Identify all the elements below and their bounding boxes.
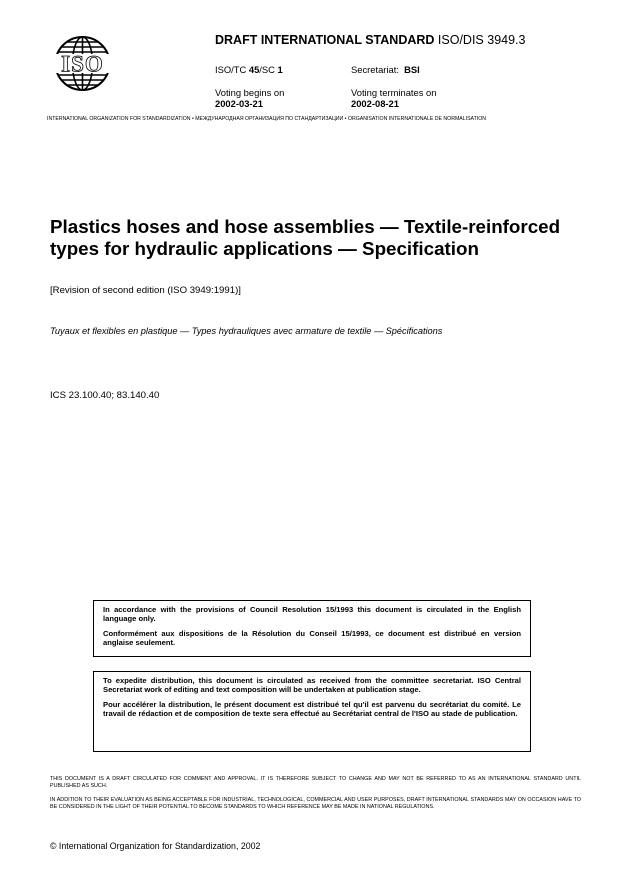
voting-ends-label: Voting terminates on [351,87,437,98]
voting-begins-label: Voting begins on [215,87,285,98]
ics-code: ICS 23.100.40; 83.140.40 [50,390,160,401]
french-title: Tuyaux et flexibles en plastique — Types hydrauliques avec armature de textile — Spécifications [50,326,443,336]
committee-reference: ISO/TC 45/SC 1 [215,64,283,75]
language-notice-box [93,600,531,657]
secretariat-value: BSI [404,64,420,75]
copyright-notice: © International Organization for Standardization, 2002 [50,841,261,851]
language-notice-fr: Conformément aux dispositions de la Résolution du Conseil 15/1993, ce document est distribué en version anglaise seulement. [103,628,521,648]
draft-label: DRAFT INTERNATIONAL STANDARD [215,33,435,47]
language-notice-en: In accordance with the provisions of Council Resolution 15/1993 this document is circulated in the English language only. [103,605,521,624]
title-line-2: types for hydraulic applications — Specification [50,238,479,259]
distribution-notice-fr: Pour accélérer la distribution, le présent document est distribué tel qu'il est parvenu du secrétariat du comité. Le travail de rédaction et de composition de texte sera effectué au Secrétariat central de l'ISO au stade de publication. [103,699,521,719]
secretariat-label: Secretariat: [351,64,399,75]
distribution-notice-box [93,671,531,752]
revision-note: [Revision of second edition (ISO 3949:1991)] [50,285,241,296]
evaluation-disclaimer: IN ADDITION TO THEIR EVALUATION AS BEING ACCEPTABLE FOR INDUSTRIAL, TECHNOLOGICAL, COMMERCIAL AND USER PURPOSES, DRAFT INTERNATIONAL STANDARDS MAY ON OCCASION HAVE TO BE CONSIDERED IN THE LIGHT OF THEIR POTENTIAL TO BECOME STANDARDS TO WHICH REFERENCE MAY BE MADE IN NATIONAL REGULATIONS. [50,797,581,810]
voting-begins-date: 2002-03-21 [215,98,263,109]
voting-ends-date: 2002-08-21 [351,98,399,109]
title-line-1: Plastics hoses and hose assemblies — Textile-reinforced [50,216,561,237]
svg-text:ISO: ISO [61,51,104,77]
document-header-title [215,33,525,47]
document-title [50,216,590,260]
organization-names: INTERNATIONAL ORGANIZATION FOR STANDARDIZATION • МЕЖДУНАРОДНАЯ ОРГАНИЗАЦИЯ ПО СТАНДАРТИЗАЦИИ • ORGANISATION INTERNATIONALE DE NORMALISATION [47,116,486,122]
iso-logo-graphic [47,36,118,91]
distribution-notice-en: To expedite distribution, this document is circulated as received from the committee secretariat. ISO Central Secretariat work of editing and text composition will be undertaken at publication stage. [103,676,521,695]
document-number: ISO/DIS 3949.3 [437,33,526,47]
iso-logo [47,36,118,91]
secretariat [351,64,420,75]
draft-disclaimer: THIS DOCUMENT IS A DRAFT CIRCULATED FOR COMMENT AND APPROVAL. IT IS THEREFORE SUBJECT TO CHANGE AND MAY NOT BE REFERRED TO AS AN INTERNATIONAL STANDARD UNTIL PUBLISHED AS SUCH. [50,776,581,789]
